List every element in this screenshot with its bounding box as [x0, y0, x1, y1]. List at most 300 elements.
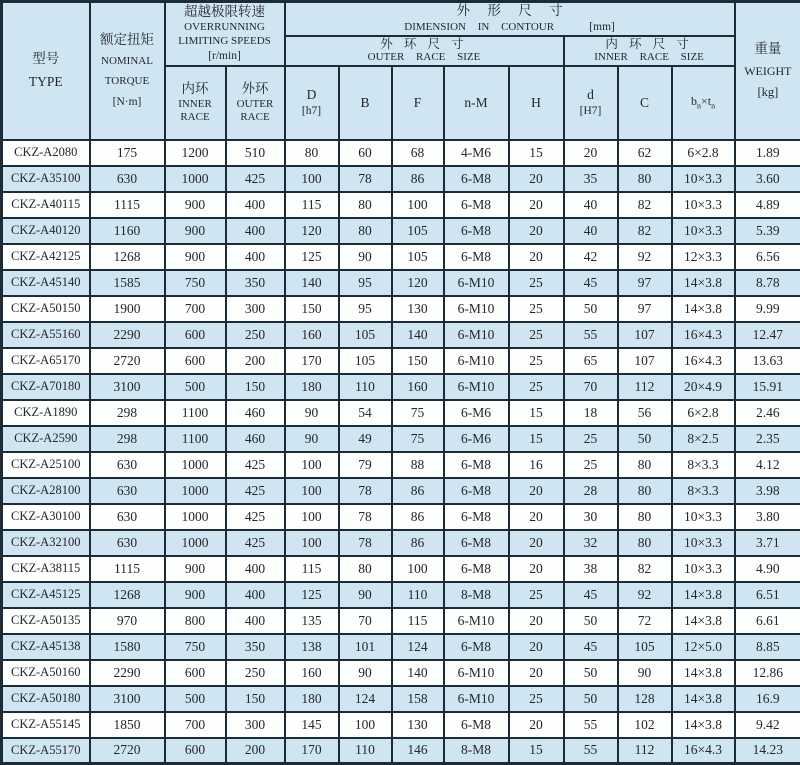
cell-F: 158 — [392, 686, 444, 712]
header-dimension — [285, 2, 735, 36]
cell-n-M: 6-M8 — [444, 504, 509, 530]
cell-weight: 13.63 — [735, 348, 800, 374]
table-row — [2, 738, 800, 764]
header-col-bn-x-tn: $b_n\times t_n$ — [672, 66, 735, 140]
header-col-D-tolerance: [h7] — [302, 104, 321, 118]
cell-outer-race-speed: 300 — [226, 296, 285, 322]
cell-F: 115 — [392, 608, 444, 634]
cell-inner-race-speed: 900 — [165, 582, 226, 608]
table-row — [2, 556, 800, 582]
cell-H: 16 — [509, 452, 564, 478]
table-header — [2, 2, 800, 140]
cell-D: 138 — [285, 634, 339, 660]
cell-type: CKZ-A50180 — [2, 686, 90, 712]
cell-weight: 12.86 — [735, 660, 800, 686]
cell-nominal-torque: 298 — [90, 426, 165, 452]
cell-weight: 3.98 — [735, 478, 800, 504]
cell-C: 72 — [618, 608, 672, 634]
cell-B: 60 — [339, 140, 392, 166]
cell-nominal-torque: 630 — [90, 504, 165, 530]
cell-type: CKZ-A28100 — [2, 478, 90, 504]
cell-d: 55 — [564, 738, 618, 764]
cell-d: 20 — [564, 140, 618, 166]
cell-outer-race-speed: 300 — [226, 712, 285, 738]
cell-type: CKZ-A2080 — [2, 140, 90, 166]
cell-F: 140 — [392, 660, 444, 686]
cell-B: 90 — [339, 244, 392, 270]
cell-nominal-torque: 630 — [90, 478, 165, 504]
cell-n-M: 6-M8 — [444, 478, 509, 504]
table-row — [2, 166, 800, 192]
cell-inner-race-speed: 1100 — [165, 426, 226, 452]
cell-d: 25 — [564, 452, 618, 478]
header-torque-unit: [N·m] — [113, 95, 142, 109]
header-dimension-cn: 外 形 尺 寸 — [449, 3, 569, 20]
cell-nominal-torque: 1115 — [90, 192, 165, 218]
cell-F: 160 — [392, 374, 444, 400]
cell-B: 110 — [339, 374, 392, 400]
cell-nominal-torque: 1268 — [90, 582, 165, 608]
cell-nominal-torque: 3100 — [90, 374, 165, 400]
cell-weight: 14.23 — [735, 738, 800, 764]
cell-inner-race-speed: 1100 — [165, 400, 226, 426]
cell-nominal-torque: 630 — [90, 530, 165, 556]
cell-D: 80 — [285, 140, 339, 166]
cell-B: 80 — [339, 218, 392, 244]
cell-bn-x-tn: 16×4.3 — [672, 738, 735, 764]
cell-H: 15 — [509, 140, 564, 166]
cell-weight: 6.56 — [735, 244, 800, 270]
cell-C: 97 — [618, 296, 672, 322]
cell-C: 90 — [618, 660, 672, 686]
cell-outer-race-speed: 150 — [226, 686, 285, 712]
cell-H: 25 — [509, 270, 564, 296]
cell-H: 20 — [509, 608, 564, 634]
header-col-inner-race-speed — [165, 66, 226, 140]
cell-D: 125 — [285, 244, 339, 270]
table-body — [2, 140, 800, 764]
cell-weight: 9.42 — [735, 712, 800, 738]
cell-weight: 8.78 — [735, 270, 800, 296]
cell-nominal-torque: 970 — [90, 608, 165, 634]
table-row — [2, 608, 800, 634]
cell-weight: 15.91 — [735, 374, 800, 400]
cell-nominal-torque: 2720 — [90, 348, 165, 374]
cell-bn-x-tn: 14×3.8 — [672, 686, 735, 712]
cell-type: CKZ-A2590 — [2, 426, 90, 452]
cell-bn-x-tn: 14×3.8 — [672, 582, 735, 608]
cell-nominal-torque: 298 — [90, 400, 165, 426]
cell-bn-x-tn: 14×3.8 — [672, 660, 735, 686]
cell-d: 55 — [564, 712, 618, 738]
cell-n-M: 6-M10 — [444, 608, 509, 634]
cell-inner-race-speed: 900 — [165, 556, 226, 582]
cell-type: CKZ-A45140 — [2, 270, 90, 296]
cell-inner-race-speed: 800 — [165, 608, 226, 634]
cell-inner-race-speed: 750 — [165, 634, 226, 660]
header-dimension-en: DIMENSION IN CONTOUR [mm] — [404, 20, 615, 35]
cell-H: 25 — [509, 686, 564, 712]
header-torque-cn: 额定扭矩 — [100, 32, 154, 49]
cell-d: 45 — [564, 270, 618, 296]
cell-D: 150 — [285, 296, 339, 322]
table-row — [2, 634, 800, 660]
cell-H: 25 — [509, 322, 564, 348]
cell-nominal-torque: 2290 — [90, 660, 165, 686]
cell-n-M: 6-M8 — [444, 530, 509, 556]
cell-D: 170 — [285, 348, 339, 374]
cell-B: 105 — [339, 322, 392, 348]
header-col-d-letter: d — [587, 87, 594, 104]
cell-bn-x-tn: 8×3.3 — [672, 452, 735, 478]
cell-n-M: 6-M8 — [444, 712, 509, 738]
cell-C: 82 — [618, 218, 672, 244]
cell-H: 15 — [509, 400, 564, 426]
cell-D: 180 — [285, 374, 339, 400]
header-type — [2, 2, 90, 140]
header-dimension-unit: [mm] — [589, 21, 615, 33]
cell-D: 100 — [285, 452, 339, 478]
cell-n-M: 6-M10 — [444, 296, 509, 322]
cell-H: 25 — [509, 582, 564, 608]
cell-n-M: 6-M10 — [444, 348, 509, 374]
cell-D: 90 — [285, 400, 339, 426]
cell-C: 102 — [618, 712, 672, 738]
cell-inner-race-speed: 900 — [165, 192, 226, 218]
cell-outer-race-speed: 425 — [226, 166, 285, 192]
cell-bn-x-tn: 8×3.3 — [672, 478, 735, 504]
cell-bn-x-tn: 12×3.3 — [672, 244, 735, 270]
header-outer-race-size — [285, 36, 564, 66]
cell-H: 25 — [509, 348, 564, 374]
cell-inner-race-speed: 600 — [165, 348, 226, 374]
cell-inner-race-speed: 1000 — [165, 478, 226, 504]
header-speed-outer-cn: 外环 — [242, 81, 269, 97]
cell-F: 150 — [392, 348, 444, 374]
cell-B: 95 — [339, 270, 392, 296]
cell-nominal-torque: 1160 — [90, 218, 165, 244]
cell-weight: 16.9 — [735, 686, 800, 712]
cell-type: CKZ-A50160 — [2, 660, 90, 686]
header-col-C: C — [618, 66, 672, 140]
cell-type: CKZ-A45125 — [2, 582, 90, 608]
header-weight-en: WEIGHT — [744, 64, 791, 79]
cell-outer-race-speed: 250 — [226, 322, 285, 348]
header-col-H: H — [509, 66, 564, 140]
cell-outer-race-speed: 350 — [226, 634, 285, 660]
cell-weight: 6.51 — [735, 582, 800, 608]
cell-D: 170 — [285, 738, 339, 764]
table-row — [2, 322, 800, 348]
cell-C: 50 — [618, 426, 672, 452]
cell-H: 20 — [509, 504, 564, 530]
cell-bn-x-tn: 8×2.5 — [672, 426, 735, 452]
cell-B: 49 — [339, 426, 392, 452]
table-row — [2, 270, 800, 296]
cell-C: 80 — [618, 478, 672, 504]
table-row — [2, 244, 800, 270]
cell-D: 120 — [285, 218, 339, 244]
cell-inner-race-speed: 700 — [165, 712, 226, 738]
cell-D: 115 — [285, 556, 339, 582]
cell-weight: 3.71 — [735, 530, 800, 556]
cell-d: 55 — [564, 322, 618, 348]
cell-B: 90 — [339, 660, 392, 686]
cell-bn-x-tn: 6×2.8 — [672, 400, 735, 426]
table-row — [2, 478, 800, 504]
cell-n-M: 6-M10 — [444, 322, 509, 348]
cell-type: CKZ-A42125 — [2, 244, 90, 270]
cell-outer-race-speed: 200 — [226, 348, 285, 374]
cell-weight: 9.99 — [735, 296, 800, 322]
cell-n-M: 8-M8 — [444, 738, 509, 764]
table-row — [2, 582, 800, 608]
cell-H: 20 — [509, 530, 564, 556]
cell-B: 78 — [339, 530, 392, 556]
cell-C: 80 — [618, 166, 672, 192]
cell-outer-race-speed: 400 — [226, 244, 285, 270]
header-outer-size-en: OUTER RACE SIZE — [368, 51, 481, 63]
cell-F: 68 — [392, 140, 444, 166]
cell-type: CKZ-A32100 — [2, 530, 90, 556]
cell-weight: 4.90 — [735, 556, 800, 582]
cell-outer-race-speed: 425 — [226, 452, 285, 478]
cell-B: 105 — [339, 348, 392, 374]
cell-F: 88 — [392, 452, 444, 478]
cell-nominal-torque: 3100 — [90, 686, 165, 712]
cell-bn-x-tn: 10×3.3 — [672, 504, 735, 530]
cell-type: CKZ-A55145 — [2, 712, 90, 738]
cell-B: 124 — [339, 686, 392, 712]
cell-H: 20 — [509, 478, 564, 504]
cell-n-M: 4-M6 — [444, 140, 509, 166]
table-row — [2, 400, 800, 426]
cell-outer-race-speed: 400 — [226, 556, 285, 582]
cell-n-M: 6-M6 — [444, 426, 509, 452]
cell-d: 28 — [564, 478, 618, 504]
table-row — [2, 192, 800, 218]
cell-bn-x-tn: 20×4.9 — [672, 374, 735, 400]
header-outer-size-cn: 外 环 尺 寸 — [380, 38, 467, 52]
cell-d: 35 — [564, 166, 618, 192]
cell-d: 40 — [564, 192, 618, 218]
cell-nominal-torque: 1585 — [90, 270, 165, 296]
cell-F: 110 — [392, 582, 444, 608]
cell-n-M: 6-M10 — [444, 686, 509, 712]
cell-inner-race-speed: 500 — [165, 374, 226, 400]
cell-C: 92 — [618, 244, 672, 270]
header-inner-size-cn: 内 环 尺 寸 — [605, 38, 692, 52]
table-row — [2, 426, 800, 452]
table-row — [2, 452, 800, 478]
cell-nominal-torque: 1115 — [90, 556, 165, 582]
cell-F: 120 — [392, 270, 444, 296]
header-speeds-en2: LIMITING SPEEDS — [178, 35, 271, 49]
cell-n-M: 6-M10 — [444, 660, 509, 686]
cell-n-M: 6-M10 — [444, 374, 509, 400]
cell-H: 20 — [509, 192, 564, 218]
cell-inner-race-speed: 1000 — [165, 504, 226, 530]
cell-F: 75 — [392, 400, 444, 426]
cell-F: 86 — [392, 530, 444, 556]
table-row — [2, 530, 800, 556]
cell-C: 80 — [618, 504, 672, 530]
cell-weight: 1.89 — [735, 140, 800, 166]
cell-d: 25 — [564, 426, 618, 452]
table-row — [2, 712, 800, 738]
cell-H: 15 — [509, 738, 564, 764]
cell-bn-x-tn: 10×3.3 — [672, 166, 735, 192]
cell-weight: 3.60 — [735, 166, 800, 192]
cell-type: CKZ-A38115 — [2, 556, 90, 582]
cell-n-M: 8-M8 — [444, 582, 509, 608]
header-speeds-unit: [r/min] — [208, 49, 241, 63]
cell-D: 160 — [285, 660, 339, 686]
cell-type: CKZ-A50135 — [2, 608, 90, 634]
header-speeds-en1: OVERRUNNING — [184, 21, 265, 35]
table-row — [2, 660, 800, 686]
cell-C: 80 — [618, 530, 672, 556]
header-col-d — [564, 66, 618, 140]
cell-inner-race-speed: 1000 — [165, 530, 226, 556]
cell-F: 86 — [392, 166, 444, 192]
header-type-cn: 型号 — [32, 51, 59, 68]
cell-type: CKZ-A45138 — [2, 634, 90, 660]
cell-H: 20 — [509, 244, 564, 270]
header-inner-size-en: INNER RACE SIZE — [594, 51, 704, 63]
cell-F: 100 — [392, 556, 444, 582]
cell-n-M: 6-M8 — [444, 556, 509, 582]
cell-weight: 3.80 — [735, 504, 800, 530]
header-overrunning-speeds — [165, 2, 285, 66]
cell-nominal-torque: 1900 — [90, 296, 165, 322]
table-row — [2, 140, 800, 166]
cell-outer-race-speed: 460 — [226, 426, 285, 452]
header-speed-inner-en2: RACE — [180, 111, 209, 124]
cell-C: 92 — [618, 582, 672, 608]
cell-D: 90 — [285, 426, 339, 452]
cell-D: 180 — [285, 686, 339, 712]
cell-type: CKZ-A70180 — [2, 374, 90, 400]
cell-n-M: 6-M8 — [444, 634, 509, 660]
cell-outer-race-speed: 400 — [226, 192, 285, 218]
cell-nominal-torque: 1580 — [90, 634, 165, 660]
cell-weight: 12.47 — [735, 322, 800, 348]
cell-D: 100 — [285, 504, 339, 530]
cell-n-M: 6-M6 — [444, 400, 509, 426]
cell-inner-race-speed: 1200 — [165, 140, 226, 166]
cell-outer-race-speed: 425 — [226, 478, 285, 504]
cell-d: 45 — [564, 582, 618, 608]
cell-bn-x-tn: 14×3.8 — [672, 296, 735, 322]
cell-F: 105 — [392, 218, 444, 244]
cell-weight: 4.89 — [735, 192, 800, 218]
cell-type: CKZ-A65170 — [2, 348, 90, 374]
cell-B: 78 — [339, 166, 392, 192]
cell-inner-race-speed: 1000 — [165, 166, 226, 192]
cell-weight: 4.12 — [735, 452, 800, 478]
cell-bn-x-tn: 14×3.8 — [672, 270, 735, 296]
header-col-B: B — [339, 66, 392, 140]
cell-bn-x-tn: 10×3.3 — [672, 556, 735, 582]
cell-C: 128 — [618, 686, 672, 712]
cell-C: 82 — [618, 192, 672, 218]
header-col-D-letter: D — [307, 87, 317, 104]
cell-d: 38 — [564, 556, 618, 582]
cell-D: 100 — [285, 478, 339, 504]
header-speeds-cn: 超越极限转速 — [184, 4, 265, 21]
cell-bn-x-tn: 6×2.8 — [672, 140, 735, 166]
cell-C: 82 — [618, 556, 672, 582]
header-nominal-torque — [90, 2, 165, 140]
cell-B: 95 — [339, 296, 392, 322]
cell-C: 112 — [618, 738, 672, 764]
cell-D: 160 — [285, 322, 339, 348]
cell-H: 20 — [509, 556, 564, 582]
cell-nominal-torque: 2720 — [90, 738, 165, 764]
cell-H: 20 — [509, 218, 564, 244]
cell-F: 105 — [392, 244, 444, 270]
cell-D: 125 — [285, 582, 339, 608]
cell-F: 100 — [392, 192, 444, 218]
cell-weight: 2.46 — [735, 400, 800, 426]
cell-outer-race-speed: 350 — [226, 270, 285, 296]
cell-inner-race-speed: 600 — [165, 322, 226, 348]
cell-inner-race-speed: 750 — [165, 270, 226, 296]
cell-type: CKZ-A25100 — [2, 452, 90, 478]
cell-bn-x-tn: 10×3.3 — [672, 530, 735, 556]
cell-weight: 8.85 — [735, 634, 800, 660]
header-speed-inner-en1: INNER — [178, 98, 212, 111]
cell-bn-x-tn: 16×4.3 — [672, 348, 735, 374]
cell-inner-race-speed: 900 — [165, 244, 226, 270]
cell-weight: 6.61 — [735, 608, 800, 634]
cell-d: 40 — [564, 218, 618, 244]
cell-nominal-torque: 630 — [90, 452, 165, 478]
cell-d: 45 — [564, 634, 618, 660]
cell-H: 25 — [509, 374, 564, 400]
cell-C: 80 — [618, 452, 672, 478]
cell-weight: 5.39 — [735, 218, 800, 244]
cell-F: 86 — [392, 504, 444, 530]
header-col-D — [285, 66, 339, 140]
cell-type: CKZ-A35100 — [2, 166, 90, 192]
cell-H: 20 — [509, 712, 564, 738]
cell-type: CKZ-A40120 — [2, 218, 90, 244]
header-col-d-tolerance: [H7] — [580, 104, 602, 118]
cell-nominal-torque: 175 — [90, 140, 165, 166]
cell-B: 101 — [339, 634, 392, 660]
cell-B: 100 — [339, 712, 392, 738]
cell-H: 20 — [509, 660, 564, 686]
cell-F: 146 — [392, 738, 444, 764]
header-type-en: TYPE — [29, 74, 63, 91]
header-speed-inner-cn: 内环 — [182, 81, 209, 97]
cell-B: 79 — [339, 452, 392, 478]
cell-outer-race-speed: 400 — [226, 218, 285, 244]
header-torque-en2: TORQUE — [105, 75, 149, 89]
cell-d: 65 — [564, 348, 618, 374]
cell-n-M: 6-M10 — [444, 270, 509, 296]
cell-outer-race-speed: 400 — [226, 608, 285, 634]
cell-outer-race-speed: 250 — [226, 660, 285, 686]
cell-type: CKZ-A55160 — [2, 322, 90, 348]
cell-outer-race-speed: 150 — [226, 374, 285, 400]
cell-C: 105 — [618, 634, 672, 660]
cell-D: 100 — [285, 166, 339, 192]
cell-F: 86 — [392, 478, 444, 504]
cell-type: CKZ-A1890 — [2, 400, 90, 426]
